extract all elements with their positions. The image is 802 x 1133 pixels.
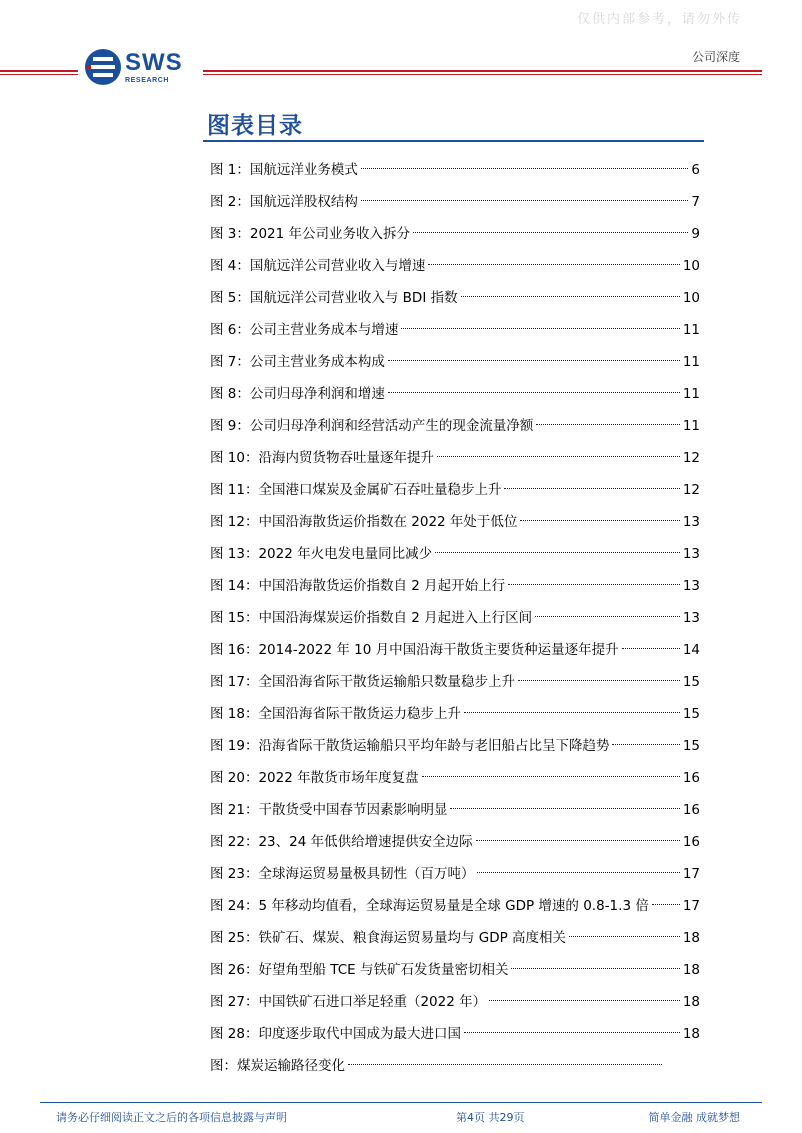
toc-entry-label: 图 9：公司归母净利润和经营活动产生的现金流量净额 (210, 418, 534, 434)
toc-entry-label: 图 19：沿海省际干散货运输船只平均年龄与老旧船占比呈下降趋势 (210, 738, 610, 754)
toc-entry-page: 11 (682, 418, 700, 434)
toc-leader-dots (508, 584, 680, 585)
toc-entry-page: 17 (682, 898, 700, 914)
toc-entry-page: 14 (682, 642, 700, 658)
toc-entry-page: 9 (691, 226, 700, 242)
toc-leader-dots (511, 968, 679, 969)
toc-entry[interactable] (210, 186, 700, 218)
toc-leader-dots (622, 648, 680, 649)
toc-entry-label: 图 5：国航远洋公司营业收入与 BDI 指数 (210, 290, 458, 306)
toc-entry[interactable] (210, 538, 700, 570)
toc-entry[interactable] (210, 474, 700, 506)
toc-leader-dots (520, 520, 679, 521)
toc-entry-page: 13 (682, 546, 700, 562)
toc-entry-label: 图 14：中国沿海散货运价指数自 2 月起开始上行 (210, 578, 506, 594)
footer-rule (40, 1102, 762, 1103)
toc-entry-label: 图 23：全球海运贸易量极具韧性（百万吨） (210, 866, 475, 882)
footer-slogan: 简单金融 成就梦想 (648, 1111, 740, 1124)
header-report-type: 公司深度 (691, 50, 740, 64)
toc-entry-page: 15 (682, 674, 700, 690)
toc-entry-page: 7 (691, 194, 700, 210)
toc-leader-dots (401, 328, 679, 329)
toc-leader-dots (536, 424, 679, 425)
toc-leader-dots (361, 200, 689, 201)
toc-leader-dots (477, 872, 679, 873)
toc-entry[interactable] (210, 570, 700, 602)
toc-leader-dots (652, 904, 680, 905)
toc-leader-dots (612, 744, 679, 745)
toc-entry-label: 图 11：全国港口煤炭及金属矿石吞吐量稳步上升 (210, 482, 502, 498)
logo-name: SWS (125, 48, 183, 76)
toc-entry-page: 13 (682, 578, 700, 594)
toc-entry-page: 15 (682, 738, 700, 754)
toc-entry[interactable] (210, 1018, 700, 1050)
toc-entry[interactable] (210, 314, 700, 346)
toc-entry-page: 16 (682, 834, 700, 850)
toc-leader-dots (518, 680, 680, 681)
toc-entry-page: 11 (682, 386, 700, 402)
toc-entry[interactable] (210, 250, 700, 282)
toc-entry[interactable] (210, 954, 700, 986)
page-title: 图表目录 (207, 113, 303, 139)
toc-leader-dots (450, 808, 679, 809)
toc-entry[interactable] (210, 762, 700, 794)
toc-entry[interactable] (210, 506, 700, 538)
toc-leader-dots (476, 840, 680, 841)
table-of-figures (210, 154, 700, 1082)
toc-entry-label: 图 13：2022 年火电发电量同比减少 (210, 546, 433, 562)
footer-page-number: 第4页 共29页 (456, 1111, 525, 1124)
toc-entry-label: 图 3：2021 年公司业务收入拆分 (210, 226, 411, 242)
toc-entry-label: 图 4：国航远洋公司营业收入与增速 (210, 258, 426, 274)
toc-entry[interactable] (210, 666, 700, 698)
toc-leader-dots (413, 232, 688, 233)
toc-entry-page: 10 (682, 258, 700, 274)
toc-entry-label: 图 20：2022 年散货市场年度复盘 (210, 770, 419, 786)
toc-entry[interactable] (210, 890, 700, 922)
toc-entry-last[interactable] (210, 1050, 700, 1082)
toc-entry[interactable] (210, 698, 700, 730)
toc-leader-dots (361, 168, 689, 169)
toc-leader-dots (464, 712, 680, 713)
toc-entry[interactable] (210, 154, 700, 186)
toc-entry-label: 图 26：好望角型船 TCE 与铁矿石发货量密切相关 (210, 962, 509, 978)
toc-leader-dots (461, 296, 680, 297)
watermark: 仅供内部参考，请勿外传 (576, 12, 742, 27)
title-underline (203, 140, 704, 142)
toc-entry-page: 13 (682, 514, 700, 530)
logo-subtitle: RESEARCH (125, 76, 170, 84)
toc-leader-dots (504, 488, 679, 489)
toc-entry-label: 图 21：干散货受中国春节因素影响明显 (210, 802, 448, 818)
toc-entry-label: 图 10：沿海内贸货物吞吐量逐年提升 (210, 450, 434, 466)
toc-entry-page: 17 (682, 866, 700, 882)
toc-entry-page: 18 (682, 930, 700, 946)
toc-entry-label: 图 27：中国铁矿石进口举足轻重（2022 年） (210, 994, 487, 1010)
toc-entry-label: 图 18：全国沿海省际干散货运力稳步上升 (210, 706, 461, 722)
toc-entry[interactable] (210, 410, 700, 442)
toc-entry-page: 10 (682, 290, 700, 306)
toc-entry[interactable] (210, 378, 700, 410)
toc-entry[interactable] (210, 218, 700, 250)
toc-entry-page: 12 (682, 450, 700, 466)
toc-entry[interactable] (210, 794, 700, 826)
toc-entry-label: 图 28：印度逐步取代中国成为最大进口国 (210, 1026, 461, 1042)
toc-entry-label: 图 6：公司主营业务成本与增速 (210, 322, 399, 338)
toc-entry[interactable] (210, 602, 700, 634)
toc-leader-dots (535, 616, 680, 617)
header-rule-right (203, 70, 762, 75)
toc-leader-dots (348, 1064, 662, 1065)
toc-entry-label: 图 2：国航远洋股权结构 (210, 194, 358, 210)
toc-entry-label: 图 17：全国沿海省际干散货运输船只数量稳步上升 (210, 674, 515, 690)
toc-leader-dots (388, 392, 680, 393)
toc-entry-page: 16 (682, 770, 700, 786)
toc-entry[interactable] (210, 442, 700, 474)
footer-disclaimer: 请务必仔细阅读正文之后的各项信息披露与声明 (56, 1111, 287, 1124)
toc-leader-dots (437, 456, 680, 457)
toc-entry[interactable] (210, 826, 700, 858)
toc-entry-page: 15 (682, 706, 700, 722)
header-rule-left (0, 70, 78, 75)
toc-entry[interactable] (210, 858, 700, 890)
toc-entry-label: 图 24：5 年移动均值看，全球海运贸易量是全球 GDP 增速的 0.8-1.3 倍 (210, 898, 649, 914)
toc-leader-dots (388, 360, 680, 361)
toc-entry-label: 图 25：铁矿石、煤炭、粮食海运贸易量均与 GDP 高度相关 (210, 930, 567, 946)
toc-entry-label: 图 8：公司归母净利润和增速 (210, 386, 385, 402)
toc-entry-page: 6 (691, 162, 700, 178)
toc-leader-dots (422, 776, 680, 777)
toc-leader-dots (464, 1032, 680, 1033)
sws-logo (84, 48, 183, 86)
toc-entry-label: 图 1：国航远洋业务模式 (210, 162, 358, 178)
toc-entry-page: 12 (682, 482, 700, 498)
toc-entry-label: 图 15：中国沿海煤炭运价指数自 2 月起进入上行区间 (210, 610, 533, 626)
toc-leader-dots (435, 552, 680, 553)
toc-entry-label: 图 22：23、24 年低供给增速提供安全边际 (210, 834, 473, 850)
toc-entry-label: 图 12：中国沿海散货运价指数在 2022 年处于低位 (210, 514, 518, 530)
toc-entry-page: 18 (682, 962, 700, 978)
toc-entry[interactable] (210, 634, 700, 666)
toc-leader-dots (569, 936, 680, 937)
toc-entry[interactable] (210, 282, 700, 314)
sws-logo-icon (84, 48, 122, 86)
toc-entry[interactable] (210, 730, 700, 762)
toc-entry-page: 18 (682, 994, 700, 1010)
toc-leader-dots (428, 264, 679, 265)
toc-entry[interactable] (210, 986, 700, 1018)
toc-entry[interactable] (210, 922, 700, 954)
toc-entry-page: 11 (682, 322, 700, 338)
toc-entry-label: 图 7：公司主营业务成本构成 (210, 354, 385, 370)
toc-entry-page: 13 (682, 610, 700, 626)
toc-leader-dots (489, 1000, 680, 1001)
toc-entry-page: 11 (682, 354, 700, 370)
toc-entry-label: 图：煤炭运输路径变化 (210, 1058, 345, 1074)
toc-entry-page: 16 (682, 802, 700, 818)
toc-entry[interactable] (210, 346, 700, 378)
toc-entry-page: 18 (682, 1026, 700, 1042)
toc-entry-label: 图 16：2014-2022 年 10 月中国沿海干散货主要货种运量逐年提升 (210, 642, 619, 658)
